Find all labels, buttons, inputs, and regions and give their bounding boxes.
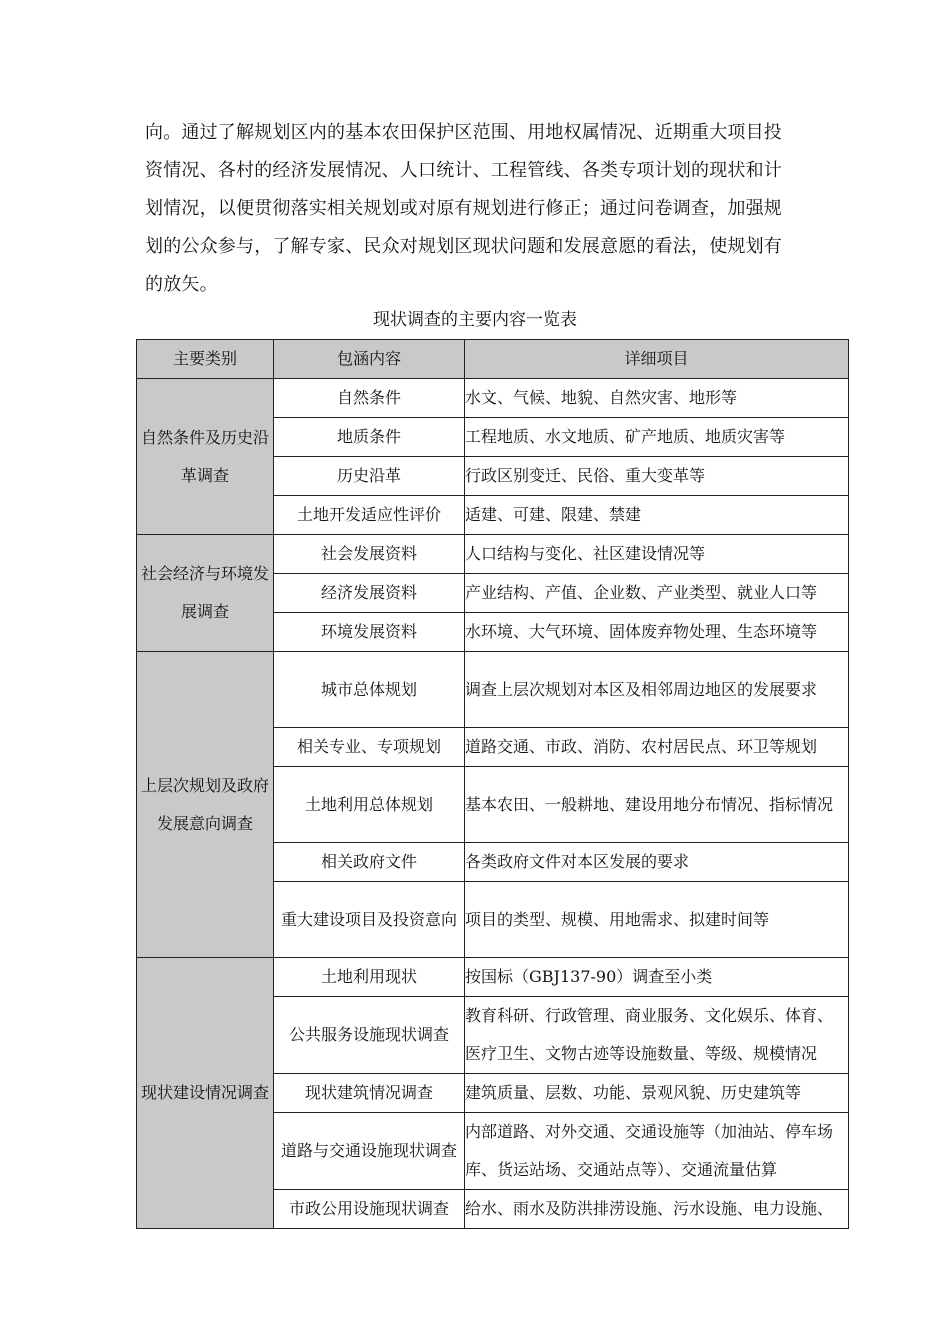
table-row [137, 652, 849, 728]
table-caption: 现状调查的主要内容一览表 [373, 310, 577, 330]
content-cell: 重大建设项目及投资意向 [274, 882, 465, 958]
table-row [137, 958, 849, 997]
detail-cell: 产业结构、产值、企业数、产业类型、就业人口等 [465, 574, 849, 613]
detail-cell: 项目的类型、规模、用地需求、拟建时间等 [465, 882, 849, 958]
detail-cell: 给水、雨水及防洪排涝设施、污水设施、电力设施、 [465, 1190, 849, 1229]
category-cell: 自然条件及历史沿革调查 [137, 379, 274, 535]
detail-cell: 适建、可建、限建、禁建 [465, 496, 849, 535]
detail-cell: 水环境、大气环境、固体废弃物处理、生态环境等 [465, 613, 849, 652]
detail-cell: 内部道路、对外交通、交通设施等（加油站、停车场库、货运站场、交通站点等）、交通流量估算 [465, 1113, 849, 1190]
content-cell: 相关政府文件 [274, 843, 465, 882]
content-cell: 社会发展资料 [274, 535, 465, 574]
detail-cell: 各类政府文件对本区发展的要求 [465, 843, 849, 882]
content-cell: 环境发展资料 [274, 613, 465, 652]
content-cell: 城市总体规划 [274, 652, 465, 728]
detail-cell: 按国标（GBJ137-90）调查至小类 [465, 958, 849, 997]
table-row [137, 379, 849, 418]
content-cell: 自然条件 [274, 379, 465, 418]
content-cell: 土地利用总体规划 [274, 767, 465, 843]
content-cell: 相关专业、专项规划 [274, 728, 465, 767]
content-cell: 公共服务设施现状调查 [274, 997, 465, 1074]
detail-cell: 建筑质量、层数、功能、景观风貌、历史建筑等 [465, 1074, 849, 1113]
detail-cell: 工程地质、水文地质、矿产地质、地质灾害等 [465, 418, 849, 457]
category-cell: 社会经济与环境发展调查 [137, 535, 274, 652]
header-content: 包涵内容 [274, 340, 465, 379]
content-cell: 土地利用现状 [274, 958, 465, 997]
paragraph-line: 资情况、各村的经济发展情况、人口统计、工程管线、各类专项计划的现状和计 [145, 160, 782, 181]
content-cell: 土地开发适应性评价 [274, 496, 465, 535]
table-header-row [137, 340, 849, 379]
content-cell: 市政公用设施现状调查 [274, 1190, 465, 1229]
paragraph-line: 向。通过了解规划区内的基本农田保护区范围、用地权属情况、近期重大项目投 [145, 122, 782, 143]
detail-cell: 基本农田、一般耕地、建设用地分布情况、指标情况 [465, 767, 849, 843]
paragraph-line: 的放矢。 [145, 274, 218, 295]
content-cell: 现状建筑情况调查 [274, 1074, 465, 1113]
table-row [137, 535, 849, 574]
content-cell: 道路与交通设施现状调查 [274, 1113, 465, 1190]
paragraph-line: 划的公众参与，了解专家、民众对规划区现状问题和发展意愿的看法，使规划有 [145, 236, 782, 257]
content-cell: 地质条件 [274, 418, 465, 457]
detail-cell: 道路交通、市政、消防、农村居民点、环卫等规划 [465, 728, 849, 767]
detail-cell: 调查上层次规划对本区及相邻周边地区的发展要求 [465, 652, 849, 728]
category-cell: 上层次规划及政府发展意向调查 [137, 652, 274, 958]
header-category: 主要类别 [137, 340, 274, 379]
body-paragraph [145, 114, 810, 304]
detail-cell: 教育科研、行政管理、商业服务、文化娱乐、体育、医疗卫生、文物古迹等设施数量、等级、规模情况 [465, 997, 849, 1074]
detail-cell: 人口结构与变化、社区建设情况等 [465, 535, 849, 574]
content-cell: 历史沿革 [274, 457, 465, 496]
paragraph-line: 划情况，以便贯彻落实相关规划或对原有规划进行修正；通过问卷调查，加强规 [145, 198, 782, 219]
detail-cell: 行政区别变迁、民俗、重大变革等 [465, 457, 849, 496]
content-cell: 经济发展资料 [274, 574, 465, 613]
category-cell: 现状建设情况调查 [137, 958, 274, 1229]
header-detail: 详细项目 [465, 340, 849, 379]
detail-cell: 水文、气候、地貌、自然灾害、地形等 [465, 379, 849, 418]
survey-content-table [136, 339, 849, 1229]
